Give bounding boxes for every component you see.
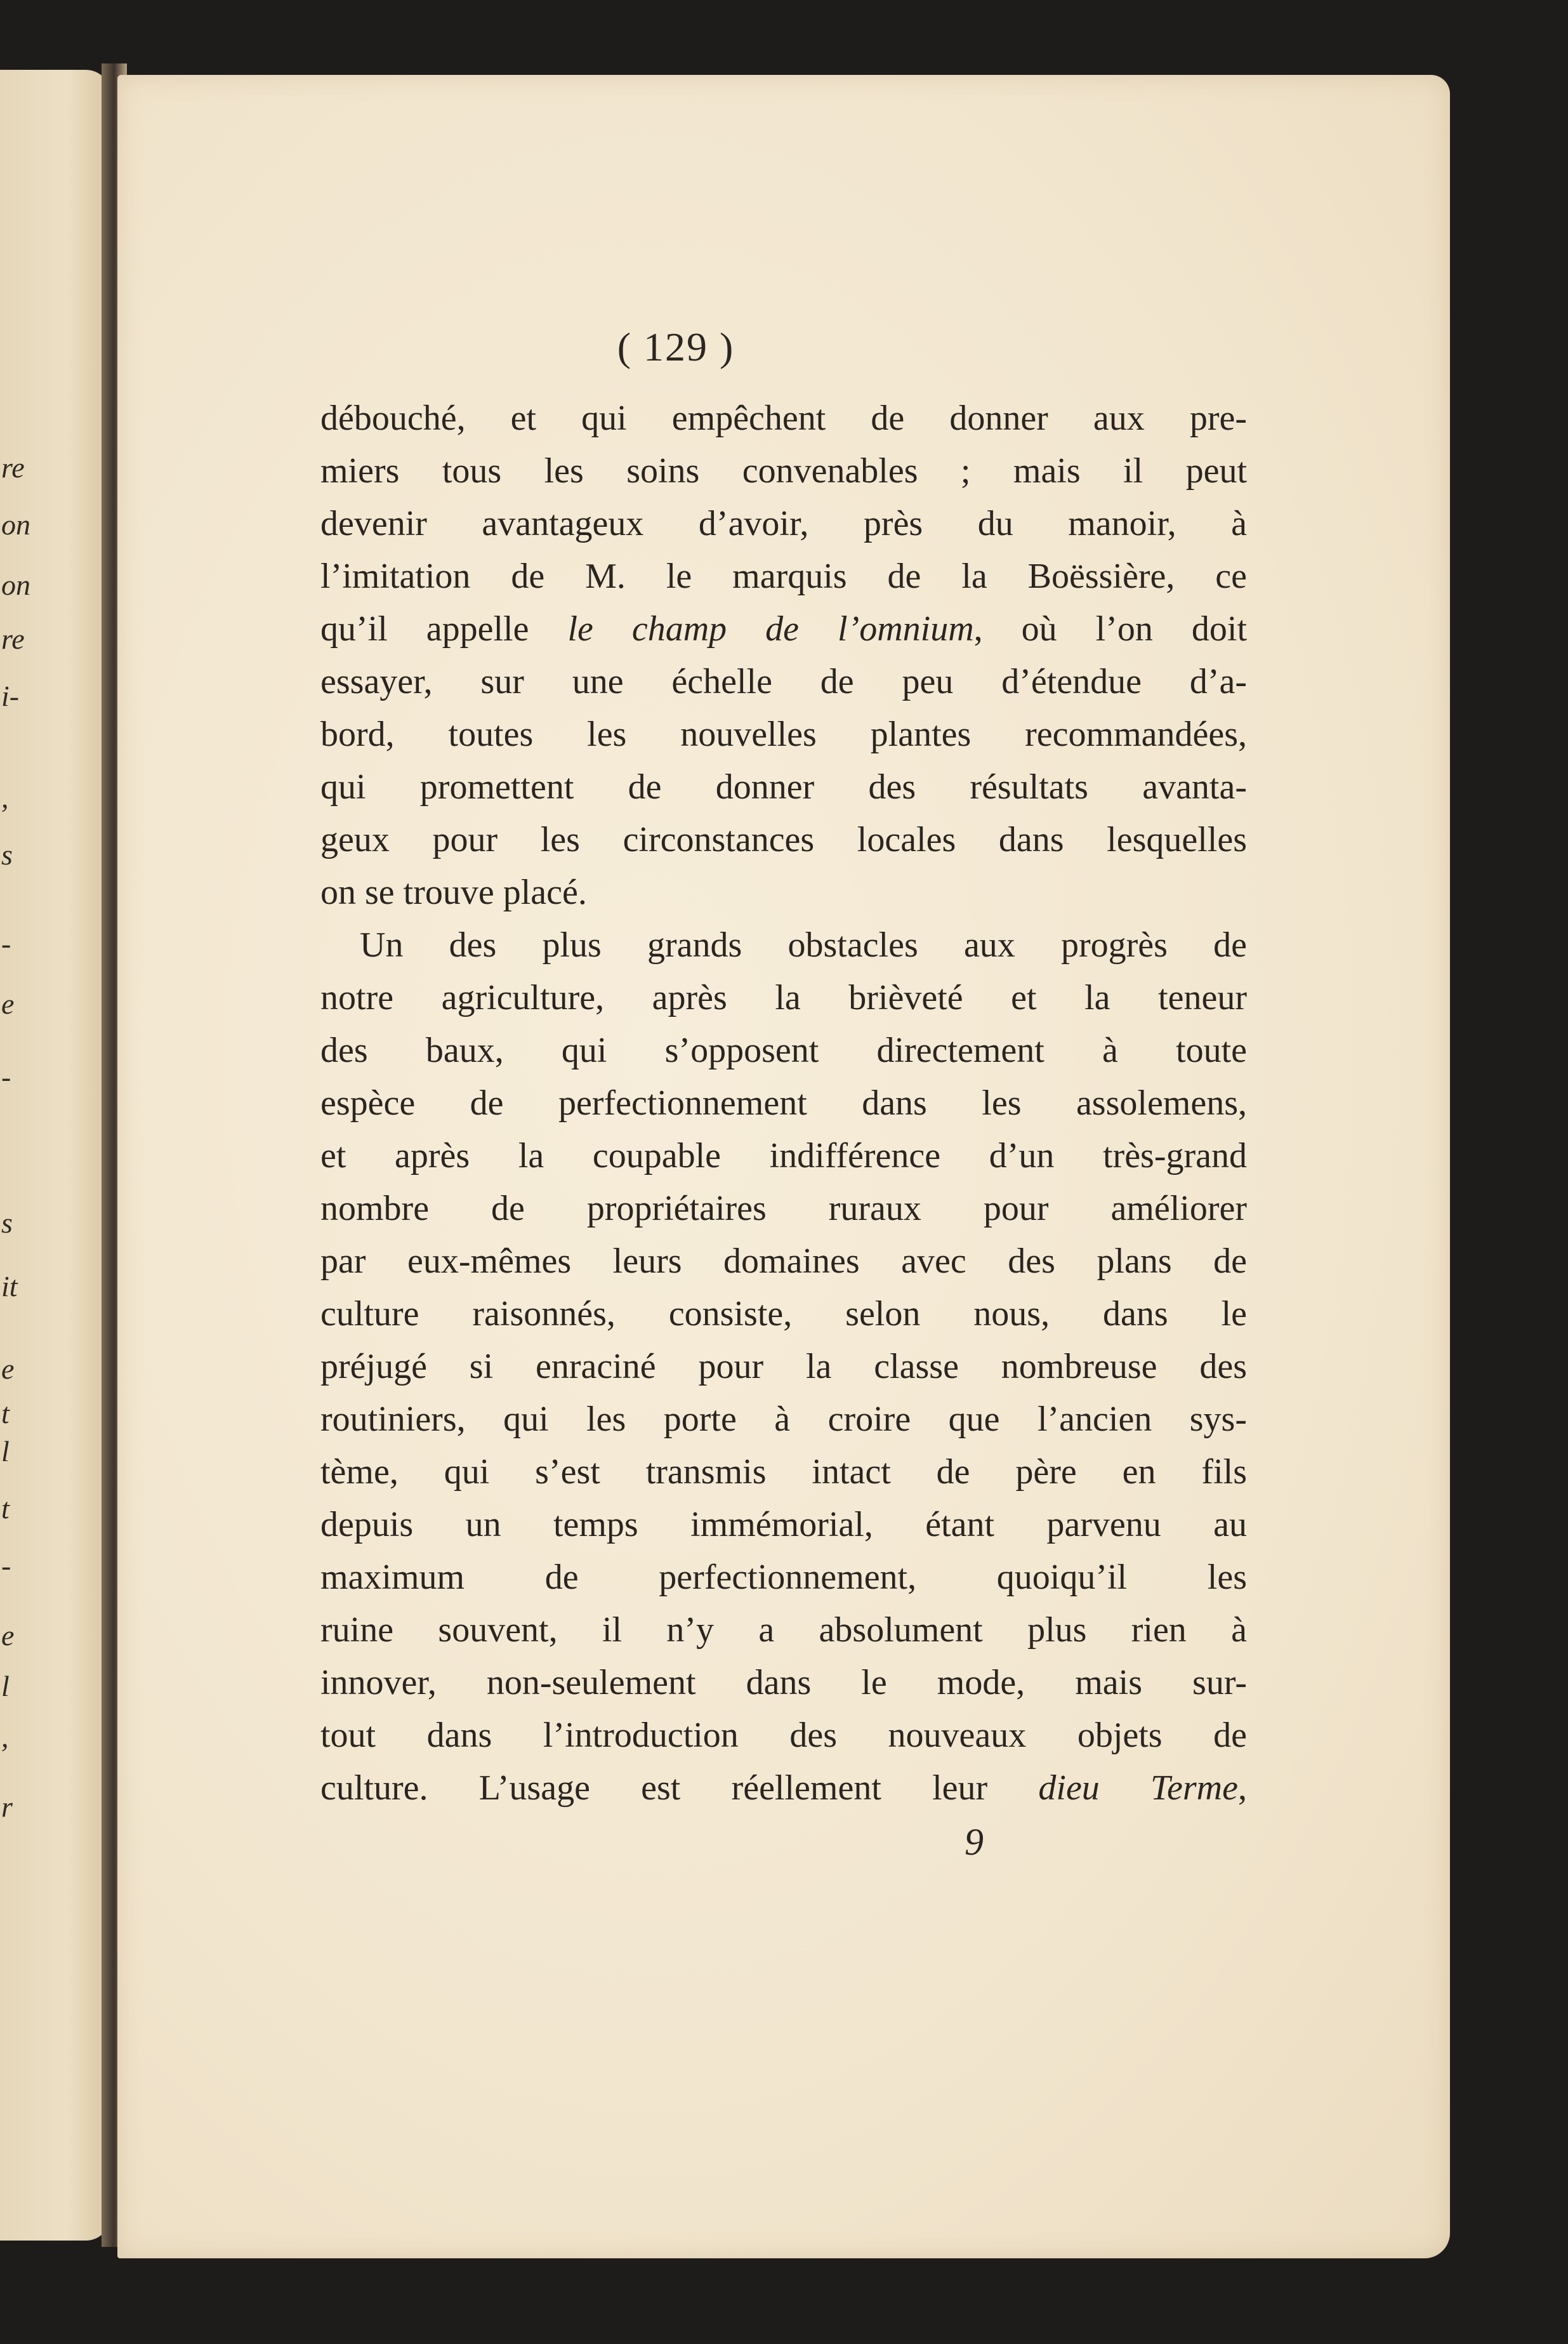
text-line: ruine souvent, il n’y a absolument plus rien à xyxy=(320,1610,1247,1650)
text-line: culture raisonnés, consiste, selon nous, dans le xyxy=(320,1294,1247,1334)
text-line: innover, non-seulement dans le mode, mais sur- xyxy=(320,1663,1247,1702)
page-number: ( 129 ) xyxy=(617,324,735,369)
text-line: qu’il appelle le champ de l’omnium, où l’on doit xyxy=(320,609,1247,649)
left-page-fragment: re xyxy=(1,451,25,484)
text-line: maximum de perfectionnement, quoiqu’il les xyxy=(320,1558,1247,1597)
left-page-fragment: - xyxy=(1,1549,11,1582)
left-page-fragment: e xyxy=(1,988,15,1020)
left-page-fragment: e xyxy=(1,1353,15,1385)
left-page-edge xyxy=(0,70,111,2241)
text-line: Un des plus grands obstacles aux progrès de xyxy=(360,925,1247,965)
left-page-fragment: on xyxy=(1,569,30,601)
text-line: tème, qui s’est transmis intact de père en fils xyxy=(320,1452,1247,1492)
left-page-fragment: - xyxy=(1,927,11,960)
text-line: par eux-mêmes leurs domaines avec des plans de xyxy=(320,1242,1247,1281)
left-page-fragment: s xyxy=(1,838,13,871)
left-page-fragment: - xyxy=(1,1061,11,1093)
left-page-fragment: re xyxy=(1,623,25,655)
text-line: devenir avantageux d’avoir, près du manoir, à xyxy=(320,504,1247,543)
text-line: depuis un temps immémorial, étant parvenu au xyxy=(320,1505,1247,1544)
left-page-fragment: t xyxy=(1,1397,10,1429)
text-line: geux pour les circonstances locales dans lesquelles xyxy=(320,820,1247,859)
text-line: miers tous les soins convenables ; mais il peut xyxy=(320,451,1247,491)
book-page xyxy=(117,75,1450,2258)
text-line: débouché, et qui empêchent de donner aux pre- xyxy=(320,399,1247,438)
left-page-fragment: t xyxy=(1,1492,10,1525)
text-line: notre agriculture, après la brièveté et la teneur xyxy=(320,978,1247,1017)
text-line: nombre de propriétaires ruraux pour améliorer xyxy=(320,1189,1247,1228)
text-line: culture. L’usage est réellement leur dieu Terme, xyxy=(320,1768,1247,1808)
text-line: espèce de perfectionnement dans les assolemens, xyxy=(320,1083,1247,1123)
text-line: et après la coupable indifférence d’un très-grand xyxy=(320,1136,1247,1175)
left-page-fragment: it xyxy=(1,1270,18,1302)
left-page-fragment: s xyxy=(1,1207,13,1239)
text-line: l’imitation de M. le marquis de la Boëssière, ce xyxy=(320,557,1247,596)
text-line: on se trouve placé. xyxy=(320,873,587,912)
left-page-fragment: i- xyxy=(1,680,20,712)
left-page-fragment: , xyxy=(1,781,9,814)
text-line: tout dans l’introduction des nouveaux objets de xyxy=(320,1716,1247,1755)
signature-mark: 9 xyxy=(965,1821,984,1863)
left-page-fragment: on xyxy=(1,508,30,541)
body-text xyxy=(320,392,1247,1815)
left-page-fragment: r xyxy=(1,1791,13,1823)
text-line: préjugé si enraciné pour la classe nombreuse des xyxy=(320,1347,1247,1386)
left-page-fragment: e xyxy=(1,1619,15,1652)
text-line: essayer, sur une échelle de peu d’étendue d’a- xyxy=(320,662,1247,701)
left-page-fragment: l xyxy=(1,1670,10,1702)
left-page-fragment: l xyxy=(1,1435,10,1467)
left-page-fragment: , xyxy=(1,1721,9,1753)
text-line: bord, toutes les nouvelles plantes recommandées, xyxy=(320,715,1247,754)
text-line: qui promettent de donner des résultats avanta- xyxy=(320,767,1247,807)
text-line: des baux, qui s’opposent directement à toute xyxy=(320,1031,1247,1070)
text-line: routiniers, qui les porte à croire que l’ancien sys- xyxy=(320,1400,1247,1439)
